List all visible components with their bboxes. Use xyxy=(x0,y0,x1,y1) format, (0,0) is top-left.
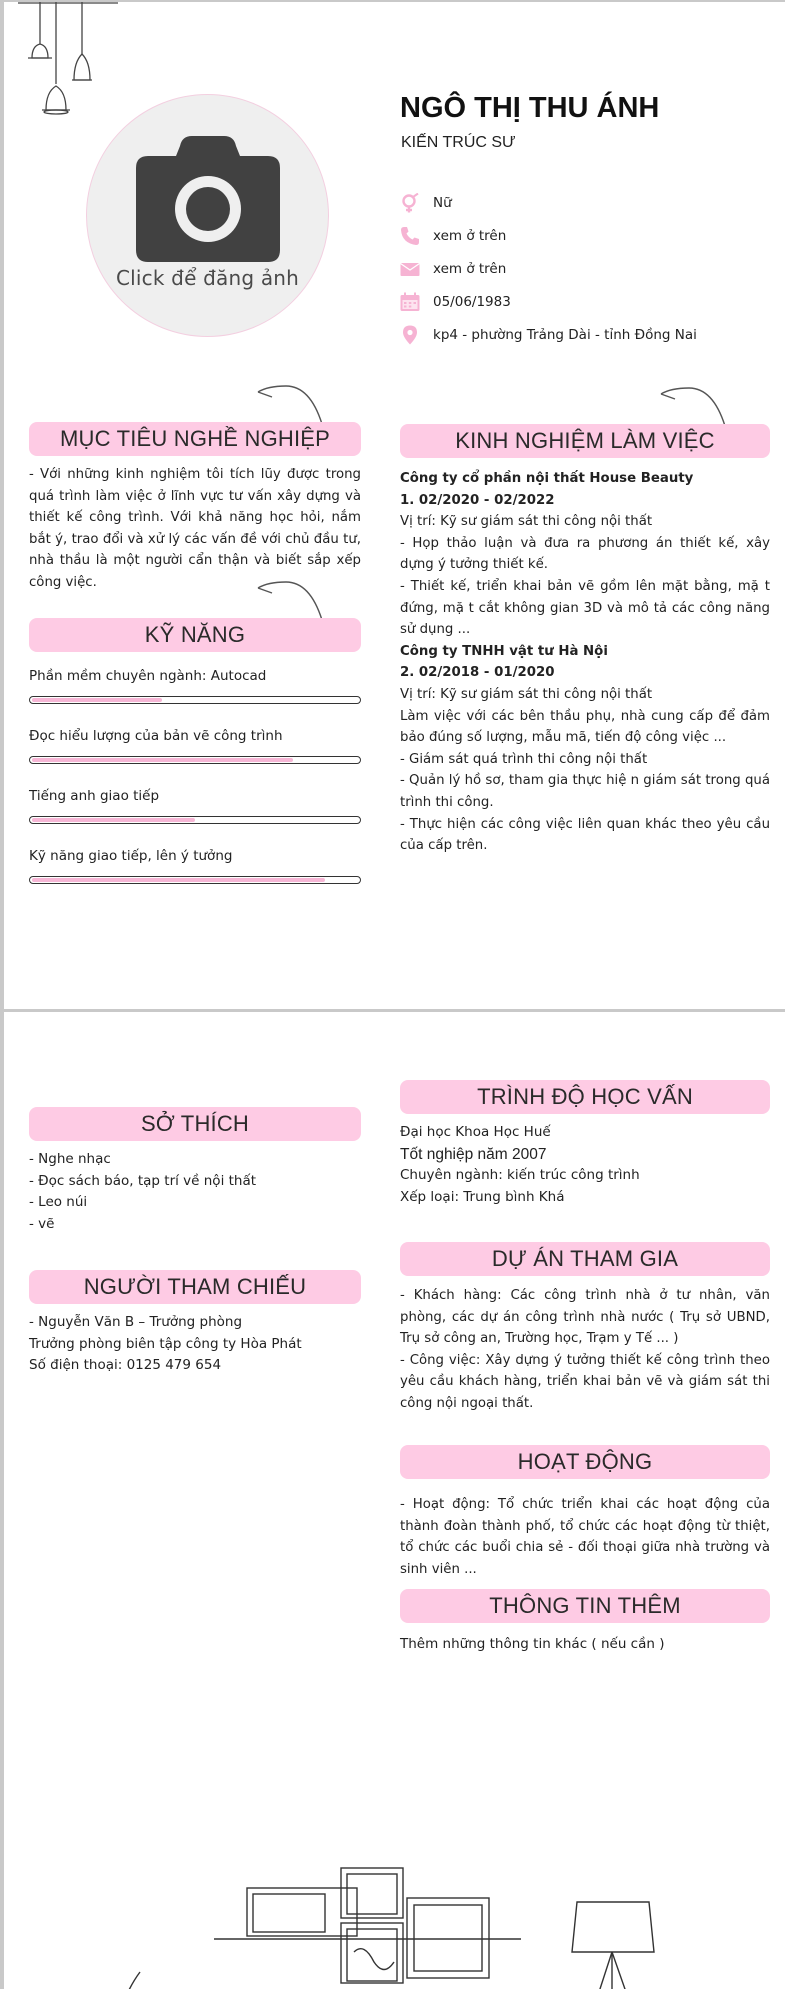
phone-icon xyxy=(400,226,420,246)
skill-item xyxy=(29,668,361,704)
info-gender xyxy=(400,186,780,219)
skill-name: Đọc hiểu lượng của bản vẽ công trình xyxy=(29,728,283,744)
projects-heading: DỰ ÁN THAM GIA xyxy=(400,1242,770,1276)
calendar-icon xyxy=(400,292,420,312)
info-phone xyxy=(400,219,780,252)
job-detail: Làm việc với các bên thầu phụ, nhà cung cấp để đảm bảo đúng số lượng, mẫu mã, tiến độ công việc ... xyxy=(400,708,770,746)
hanging-lamps-decoration-icon xyxy=(18,2,118,122)
cv-page-2 xyxy=(4,1012,785,1989)
skill-level-bar xyxy=(29,816,361,824)
projects-text xyxy=(400,1285,770,1415)
email-value: xem ở trên xyxy=(433,260,507,277)
skill-item xyxy=(29,728,361,764)
phone-value: xem ở trên xyxy=(433,227,507,244)
references-heading: NGƯỜI THAM CHIẾU xyxy=(29,1270,361,1304)
cv-page-1 xyxy=(4,2,785,1009)
project-line: - Công việc: Xây dựng ý tưởng thiết kế công trình theo yêu cầu khách hàng, triển khai bản vẽ và giám sát thi công nội ngoại thất. xyxy=(400,1352,770,1411)
job-period: 2. 02/2018 - 01/2020 xyxy=(400,665,555,681)
education-grade: Xếp loại: Trung bình Khá xyxy=(400,1188,565,1205)
hobby-item: - Đọc sách báo, tạp trí về nội thất xyxy=(29,1172,257,1189)
skill-level-bar xyxy=(29,876,361,884)
profile-photo-upload[interactable] xyxy=(86,94,329,337)
info-birthdate xyxy=(400,285,780,318)
skill-level-fill xyxy=(32,818,195,822)
job-detail: - Họp thảo luận và đưa ra phương án thiết kế, xây dựng ý tưởng thiết kế. xyxy=(400,535,770,573)
education-details xyxy=(400,1122,640,1208)
job-period: 1. 02/2020 - 02/2022 xyxy=(400,492,555,508)
hobby-item: - Leo núi xyxy=(29,1194,88,1211)
skill-item xyxy=(29,848,361,884)
furniture-line-art-decoration-icon xyxy=(4,1812,785,1989)
gender-icon xyxy=(400,193,420,213)
project-line: - Khách hàng: Các công trình nhà ở tư nhân, văn phòng, các dự án công trình nhà nước ( Trụ sở UBND, Trụ sở công an, Trường học, Trạm y Tế ... ) xyxy=(400,1288,770,1347)
desk-lamp-decoration-icon xyxy=(256,580,328,622)
job-detail: - Thiết kế, triển khai bản vẽ gồm lên mặt bằng, mặ t đứng, mặ t cắt không gian 3D và mô tả các công năng sử dụng ... xyxy=(400,578,770,638)
skills-heading: KỸ NĂNG xyxy=(29,618,361,652)
hobbies-list xyxy=(29,1149,256,1235)
reference-line: Trưởng phòng biên tập công ty Hòa Phát xyxy=(29,1335,302,1352)
activities-text: - Hoạt động: Tổ chức triển khai các hoạt động của thành đoàn thành phố, tổ chức các hoạt động từ thiệt, tổ chức các buổi chia sẻ - đối thoại giữa nhà trường và sinh viên ... xyxy=(400,1497,770,1577)
skill-level-bar xyxy=(29,696,361,704)
candidate-job-title: KIẾN TRÚC SƯ xyxy=(401,134,516,151)
photo-upload-label: Click để đăng ảnh xyxy=(115,265,300,290)
location-pin-icon xyxy=(400,325,420,345)
skill-item xyxy=(29,788,361,824)
references-list xyxy=(29,1312,302,1377)
skill-name: Kỹ năng giao tiếp, lên ý tưởng xyxy=(29,848,233,864)
skill-level-fill xyxy=(32,878,325,882)
education-major: Chuyên ngành: kiến trúc công trình xyxy=(400,1167,640,1184)
skill-level-fill xyxy=(32,758,293,762)
education-heading: TRÌNH ĐỘ HỌC VẤN xyxy=(400,1080,770,1114)
candidate-name: NGÔ THỊ THU ÁNH xyxy=(400,92,660,124)
hobby-item: - vẽ xyxy=(29,1215,55,1232)
hobby-item: - Nghe nhạc xyxy=(29,1151,111,1167)
address-value: kp4 - phường Trảng Dài - tỉnh Đồng Nai xyxy=(433,326,697,343)
job-company: Công ty cổ phần nội thất House Beauty xyxy=(400,471,694,486)
job-detail: - Giám sát quá trình thi công nội thất xyxy=(400,751,648,767)
email-icon xyxy=(400,259,420,279)
activities-heading: HOẠT ĐỘNG xyxy=(400,1445,770,1479)
experience-list xyxy=(400,468,770,857)
job-detail: - Thực hiện các công việc liên quan khác theo yêu cầu của cấp trên. xyxy=(400,816,770,854)
extra-info-heading: THÔNG TIN THÊM xyxy=(400,1589,770,1623)
experience-heading: KINH NGHIỆM LÀM VIỆC xyxy=(400,424,770,458)
camera-icon xyxy=(136,136,280,262)
extra-info-text: Thêm những thông tin khác ( nếu cần ) xyxy=(400,1636,665,1652)
education-status: Tốt nghiệp năm 2007 xyxy=(400,1145,547,1163)
skill-level-bar xyxy=(29,756,361,764)
info-address xyxy=(400,318,780,351)
skill-name: Phần mềm chuyên ngành: Autocad xyxy=(29,668,267,684)
objective-text: - Với những kinh nghiệm tôi tích lũy được trong quá trình làm việc ở lĩnh vực tư vấn xây dựng và thiết kế công trình. Với khả năng học hỏi, nắm bắt ý, trao đổi và xử lý các vấn đề với chủ đầu tư, nhà thầu là một người cẩn thận và biết sắp xếp công việc. xyxy=(29,467,361,590)
desk-lamp-decoration-icon xyxy=(659,386,731,428)
skill-name: Tiếng anh giao tiếp xyxy=(29,788,160,804)
job-company: Công ty TNHH vật tư Hà Nội xyxy=(400,643,608,659)
reference-line: - Nguyễn Văn B – Trưởng phòng xyxy=(29,1314,243,1330)
job-detail: - Quản lý hồ sơ, tham gia thực hiệ n giám sát trong quá trình thi công. xyxy=(400,773,770,810)
skill-level-fill xyxy=(32,698,162,702)
job-detail: Vị trí: Kỹ sư giám sát thi công nội thất xyxy=(400,514,653,530)
birthdate-value: 05/06/1983 xyxy=(433,293,511,310)
personal-info-list xyxy=(400,186,780,351)
desk-lamp-decoration-icon xyxy=(256,384,328,426)
hobbies-heading: SỞ THÍCH xyxy=(29,1107,361,1141)
gender-value: Nữ xyxy=(433,194,452,211)
info-email xyxy=(400,252,780,285)
job-detail: Vị trí: Kỹ sư giám sát thi công nội thất xyxy=(400,686,653,702)
objective-heading: MỤC TIÊU NGHỀ NGHIỆP xyxy=(29,422,361,456)
reference-line: Số điện thoại: 0125 479 654 xyxy=(29,1357,222,1374)
education-school: Đại học Khoa Học Huế xyxy=(400,1124,551,1140)
